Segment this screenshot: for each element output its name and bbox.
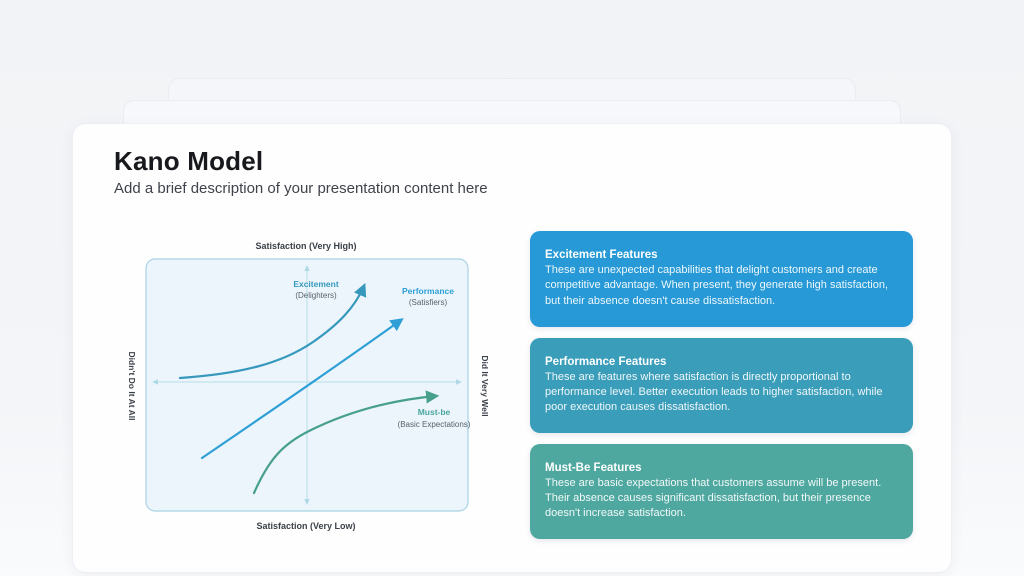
must-be-series-sublabel: (Basic Expectations) bbox=[397, 420, 471, 429]
performance-series-sublabel: (Satisfiers) bbox=[408, 298, 448, 307]
chart-top-axis-label: Satisfaction (Very High) bbox=[255, 241, 357, 251]
performance-card-body: These are features where satisfaction is directly proportional to performance level. Better execution leads to higher satisfaction, while poor execution causes dissatisfaction. bbox=[545, 370, 883, 414]
excitement-features-card bbox=[530, 231, 913, 327]
excitement-card-title: Excitement Features bbox=[545, 249, 658, 262]
performance-series-label: Performance bbox=[402, 286, 454, 296]
must-be-card-body: These are basic expectations that customers assume will be present. Their absence causes significant dissatisfaction, but their presence doesn't increase satisfaction. bbox=[545, 476, 882, 520]
chart-right-axis-label: Did It Very Well bbox=[480, 355, 490, 417]
kano-chart-svg bbox=[101, 237, 501, 537]
performance-features-card bbox=[530, 338, 913, 433]
excitement-card-body: These are unexpected capabilities that delight customers and create competitive advantage. When present, they generate high satisfaction, but their absence doesn't cause dissatisfaction. bbox=[545, 264, 889, 307]
performance-card-title: Performance Features bbox=[545, 355, 667, 368]
page-title: Kano Model bbox=[114, 146, 264, 176]
chart-bottom-axis-label: Satisfaction (Very Low) bbox=[256, 521, 356, 531]
kano-model-chart bbox=[101, 237, 501, 537]
chart-left-axis-label: Didn't Do It At All bbox=[127, 351, 137, 421]
must-be-features-card bbox=[530, 444, 913, 539]
must-be-series-label: Must-be bbox=[417, 407, 451, 417]
page-subtitle: Add a brief description of your presentation content here bbox=[114, 180, 488, 197]
excitement-series-label: Excitement bbox=[293, 279, 339, 289]
excitement-series-sublabel: (Delighters) bbox=[295, 291, 337, 300]
must-be-card-title: Must-Be Features bbox=[545, 461, 642, 474]
slide-card bbox=[72, 123, 952, 573]
